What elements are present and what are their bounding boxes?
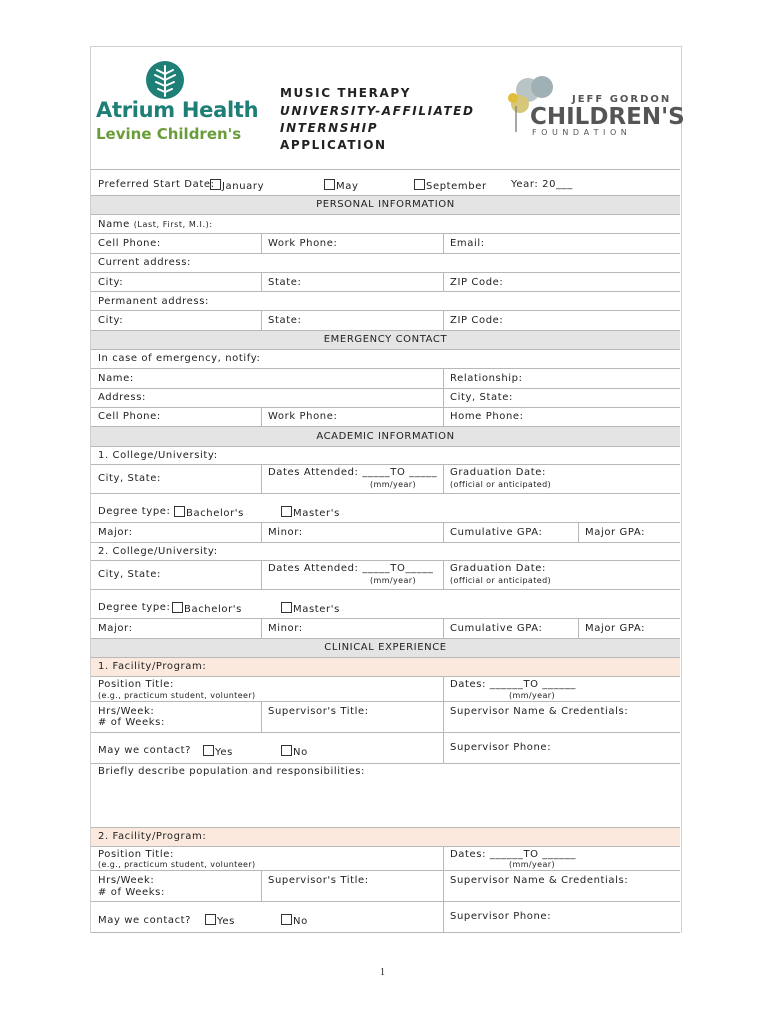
college-1-masters[interactable]: Master's	[281, 506, 340, 519]
facility-1-describe-field[interactable]: Briefly describe population and responsibilities:	[98, 766, 366, 777]
facility-2-weeks[interactable]: # of Weeks:	[98, 887, 165, 898]
current-city-field[interactable]: City:	[98, 277, 124, 288]
college-2-bachelors[interactable]: Bachelor's	[172, 602, 242, 615]
college-2-major[interactable]: Major:	[98, 623, 133, 634]
facility-2-field[interactable]: 2. Facility/Program:	[98, 831, 207, 842]
permanent-address-field[interactable]: Permanent address:	[98, 296, 210, 307]
college-1-major-gpa[interactable]: Major GPA:	[585, 527, 646, 538]
facility-1-supervisor-title[interactable]: Supervisor's Title:	[268, 706, 369, 717]
yes-checkbox[interactable]	[203, 745, 214, 756]
college-2-field[interactable]: 2. College/University:	[98, 546, 218, 557]
facility-1-field[interactable]: 1. Facility/Program:	[98, 661, 207, 672]
facility-2-dates-hint: (mm/year)	[509, 860, 555, 869]
september-checkbox[interactable]	[414, 179, 425, 190]
emergency-name-field[interactable]: Name:	[98, 373, 134, 384]
permanent-state-field[interactable]: State:	[268, 315, 302, 326]
college-1-field[interactable]: 1. College/University:	[98, 450, 218, 461]
facility-2-supervisor-phone[interactable]: Supervisor Phone:	[450, 911, 552, 922]
emergency-work-field[interactable]: Work Phone:	[268, 411, 338, 422]
start-january[interactable]: January	[210, 179, 264, 192]
title-line-1: MUSIC THERAPY	[280, 86, 412, 100]
title-line-2: UNIVERSITY-AFFILIATED	[280, 104, 475, 118]
facility-2-position-hint: (e.g., practicum student, volunteer)	[98, 860, 256, 869]
college-2-city-state[interactable]: City, State:	[98, 569, 161, 580]
permanent-zip-field[interactable]: ZIP Code:	[450, 315, 504, 326]
clinical-experience-header: CLINICAL EXPERIENCE	[324, 642, 447, 653]
college-2-graduation[interactable]: Graduation Date:	[450, 563, 547, 574]
college-2-degree-label: Degree type:	[98, 602, 171, 613]
facility-1-dates[interactable]: Dates: ______TO ______	[450, 679, 577, 690]
facility-2-supervisor-name[interactable]: Supervisor Name & Credentials:	[450, 875, 629, 886]
college-1-cum-gpa[interactable]: Cumulative GPA:	[450, 527, 543, 538]
facility-1-position-hint: (e.g., practicum student, volunteer)	[98, 691, 256, 700]
facility-1-contact-label: May we contact?	[98, 745, 192, 756]
preferred-start-label: Preferred Start Date:	[98, 179, 215, 190]
college-2-masters[interactable]: Master's	[281, 602, 340, 615]
college-2-major-gpa[interactable]: Major GPA:	[585, 623, 646, 634]
yes-checkbox[interactable]	[205, 914, 216, 925]
college-1-major[interactable]: Major:	[98, 527, 133, 538]
facility-1-contact-yes[interactable]: Yes	[203, 745, 233, 758]
work-phone-field[interactable]: Work Phone:	[268, 238, 338, 249]
college-1-minor[interactable]: Minor:	[268, 527, 303, 538]
start-september[interactable]: September	[414, 179, 487, 192]
start-year[interactable]: Year: 20___	[511, 179, 573, 190]
bachelors-checkbox[interactable]	[172, 602, 183, 613]
cell-phone-field[interactable]: Cell Phone:	[98, 238, 161, 249]
email-field[interactable]: Email:	[450, 238, 485, 249]
atrium-health-wordmark: Atrium Health	[96, 98, 259, 122]
facility-1-contact-no[interactable]: No	[281, 745, 308, 758]
emergency-contact-header: EMERGENCY CONTACT	[323, 334, 448, 345]
academic-info-header: ACADEMIC INFORMATION	[316, 431, 455, 442]
levine-childrens-wordmark: Levine Children's	[96, 125, 242, 143]
page-number: 1	[380, 967, 385, 978]
college-1-dates[interactable]: Dates Attended: _____TO _____	[268, 467, 438, 478]
facility-1-weeks[interactable]: # of Weeks:	[98, 717, 165, 728]
emergency-relationship-field[interactable]: Relationship:	[450, 373, 523, 384]
january-checkbox[interactable]	[210, 179, 221, 190]
facility-1-supervisor-phone[interactable]: Supervisor Phone:	[450, 742, 552, 753]
name-field[interactable]: Name (Last, First, M.I.):	[98, 219, 213, 230]
facility-1-position[interactable]: Position Title:	[98, 679, 174, 690]
college-2-graduation-hint: (official or anticipated)	[450, 576, 552, 585]
permanent-city-field[interactable]: City:	[98, 315, 124, 326]
facility-1-hrs-week[interactable]: Hrs/Week:	[98, 706, 155, 717]
may-checkbox[interactable]	[324, 179, 335, 190]
college-2-dates[interactable]: Dates Attended: _____TO_____	[268, 563, 434, 574]
current-zip-field[interactable]: ZIP Code:	[450, 277, 504, 288]
emergency-address-field[interactable]: Address:	[98, 392, 146, 403]
college-1-graduation[interactable]: Graduation Date:	[450, 467, 547, 478]
emergency-cell-field[interactable]: Cell Phone:	[98, 411, 161, 422]
college-2-minor[interactable]: Minor:	[268, 623, 303, 634]
college-2-dates-hint: (mm/year)	[370, 576, 416, 585]
start-may[interactable]: May	[324, 179, 358, 192]
college-1-dates-hint: (mm/year)	[370, 480, 416, 489]
masters-checkbox[interactable]	[281, 506, 292, 517]
current-state-field[interactable]: State:	[268, 277, 302, 288]
college-1-graduation-hint: (official or anticipated)	[450, 480, 552, 489]
facility-2-contact-label: May we contact?	[98, 915, 192, 926]
facility-1-dates-hint: (mm/year)	[509, 691, 555, 700]
personal-info-header: PERSONAL INFORMATION	[316, 199, 455, 210]
facility-2-dates[interactable]: Dates: ______TO ______	[450, 849, 577, 860]
no-checkbox[interactable]	[281, 745, 292, 756]
bachelors-checkbox[interactable]	[174, 506, 185, 517]
foundation-text: F O U N D A T I O N	[532, 128, 628, 137]
title-line-4: APPLICATION	[280, 138, 387, 152]
childrens-text: CHILDREN'S	[530, 104, 685, 130]
college-1-degree-label: Degree type:	[98, 506, 171, 517]
facility-2-contact-no[interactable]: No	[281, 914, 308, 927]
title-line-3: INTERNSHIP	[280, 121, 379, 135]
no-checkbox[interactable]	[281, 914, 292, 925]
jeff-gordon-text: JEFF GORDON	[572, 94, 672, 105]
facility-2-position[interactable]: Position Title:	[98, 849, 174, 860]
college-1-city-state[interactable]: City, State:	[98, 473, 161, 484]
current-address-field[interactable]: Current address:	[98, 257, 191, 268]
emergency-city-state-field[interactable]: City, State:	[450, 392, 513, 403]
facility-2-supervisor-title[interactable]: Supervisor's Title:	[268, 875, 369, 886]
facility-1-supervisor-name[interactable]: Supervisor Name & Credentials:	[450, 706, 629, 717]
facility-2-contact-yes[interactable]: Yes	[205, 914, 235, 927]
emergency-home-field[interactable]: Home Phone:	[450, 411, 524, 422]
masters-checkbox[interactable]	[281, 602, 292, 613]
college-1-bachelors[interactable]: Bachelor's	[174, 506, 244, 519]
emergency-notify-label: In case of emergency, notify:	[98, 353, 261, 364]
college-2-cum-gpa[interactable]: Cumulative GPA:	[450, 623, 543, 634]
facility-2-hrs-week[interactable]: Hrs/Week:	[98, 875, 155, 886]
